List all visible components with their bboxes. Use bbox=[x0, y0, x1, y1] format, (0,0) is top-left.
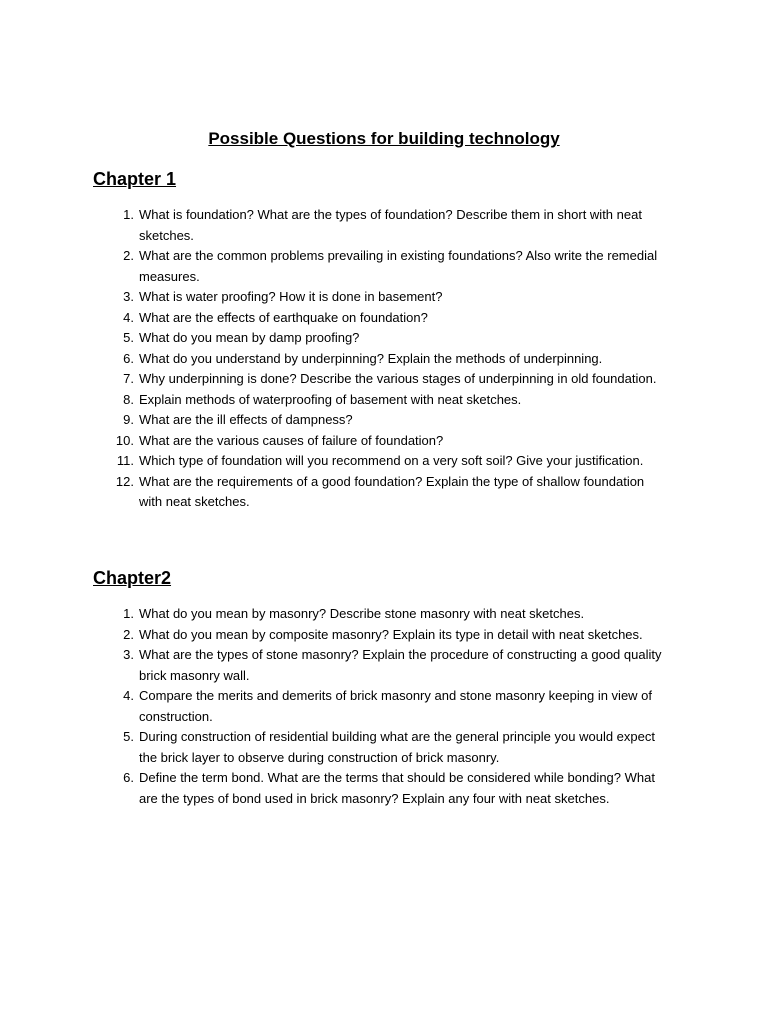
question-item bbox=[110, 472, 670, 513]
question-number: 9 . bbox=[110, 410, 134, 431]
chapter-1-heading: Chapter 1 bbox=[93, 169, 177, 189]
question-number: 7 . bbox=[110, 369, 134, 390]
question-number: 4 . bbox=[110, 686, 134, 707]
question-text: What are the types of stone masonry? Explain the procedure of constructing a good quality brick masonry wall. bbox=[139, 647, 662, 683]
question-item bbox=[110, 686, 670, 727]
chapter-1-question-list bbox=[110, 205, 670, 513]
question-item bbox=[110, 328, 670, 349]
chapter-2-heading: Chapter2 bbox=[93, 568, 172, 588]
question-number: 6 . bbox=[110, 768, 134, 789]
question-item bbox=[110, 369, 670, 390]
question-number: 2 . bbox=[110, 246, 134, 267]
question-item bbox=[110, 205, 670, 246]
question-item bbox=[110, 451, 670, 472]
question-number: 5 . bbox=[110, 328, 134, 349]
question-text: During construction of residential building what are the general principle you would expect the brick layer to observe during construction of brick masonry. bbox=[139, 729, 655, 765]
question-item bbox=[110, 308, 670, 329]
question-number: 1 . bbox=[110, 604, 134, 625]
question-number: 5 . bbox=[110, 727, 134, 748]
question-text: What are the ill effects of dampness? bbox=[139, 412, 353, 427]
question-item bbox=[110, 768, 670, 809]
question-number: 12 . bbox=[110, 472, 134, 493]
question-number: 1 . bbox=[110, 205, 134, 226]
question-item bbox=[110, 727, 670, 768]
document-title: Possible Questions for building technology bbox=[208, 129, 560, 148]
question-item bbox=[110, 287, 670, 308]
question-item bbox=[110, 625, 670, 646]
question-text: What are the effects of earthquake on foundation? bbox=[139, 309, 428, 325]
question-item bbox=[110, 246, 670, 287]
question-text: What do you mean by masonry? Describe stone masonry with neat sketches. bbox=[139, 606, 585, 621]
question-item bbox=[110, 431, 670, 452]
question-number: 8 . bbox=[110, 390, 134, 411]
question-number: 2 . bbox=[110, 625, 134, 646]
question-item bbox=[110, 604, 670, 625]
question-item bbox=[110, 410, 670, 431]
question-item bbox=[110, 645, 670, 686]
question-text: What are the common problems prevailing in existing foundations? Also write the remedial measures. bbox=[139, 248, 658, 284]
question-text: What is water proofing? How it is done in basement? bbox=[139, 289, 443, 304]
question-number: 10 . bbox=[110, 431, 134, 452]
question-text: What do you mean by composite masonry? Explain its type in detail with neat sketches. bbox=[139, 626, 643, 642]
question-number: 3 . bbox=[110, 287, 134, 308]
question-number: 4 . bbox=[110, 308, 134, 329]
question-item bbox=[110, 390, 670, 411]
question-text: What do you understand by underpinning? Explain the methods of underpinning. bbox=[139, 350, 603, 366]
question-text: Define the term bond. What are the terms that should be considered while bonding? What are the types of bond used in brick masonry? Explain any four with neat sketches. bbox=[139, 770, 655, 806]
question-text: Compare the merits and demerits of brick masonry and stone masonry keeping in view of construction. bbox=[139, 688, 653, 724]
question-item bbox=[110, 349, 670, 370]
question-text: Explain methods of waterproofing of basement with neat sketches. bbox=[139, 391, 522, 407]
question-number: 6 . bbox=[110, 349, 134, 370]
chapter-2-question-list bbox=[110, 604, 670, 809]
question-text: What are the various causes of failure of foundation? bbox=[139, 432, 444, 448]
question-text: What do you mean by damp proofing? bbox=[139, 330, 360, 345]
question-text: Why underpinning is done? Describe the various stages of underpinning in old foundation. bbox=[139, 371, 657, 386]
question-number: 11 . bbox=[110, 451, 134, 472]
question-text: What is foundation? What are the types of foundation? Describe them in short with neat sketches. bbox=[139, 207, 642, 243]
question-number: 3 . bbox=[110, 645, 134, 666]
question-text: Which type of foundation will you recommend on a very soft soil? Give your justification. bbox=[139, 453, 644, 468]
question-text: What are the requirements of a good foundation? Explain the type of shallow foundation with neat sketches. bbox=[139, 473, 645, 509]
